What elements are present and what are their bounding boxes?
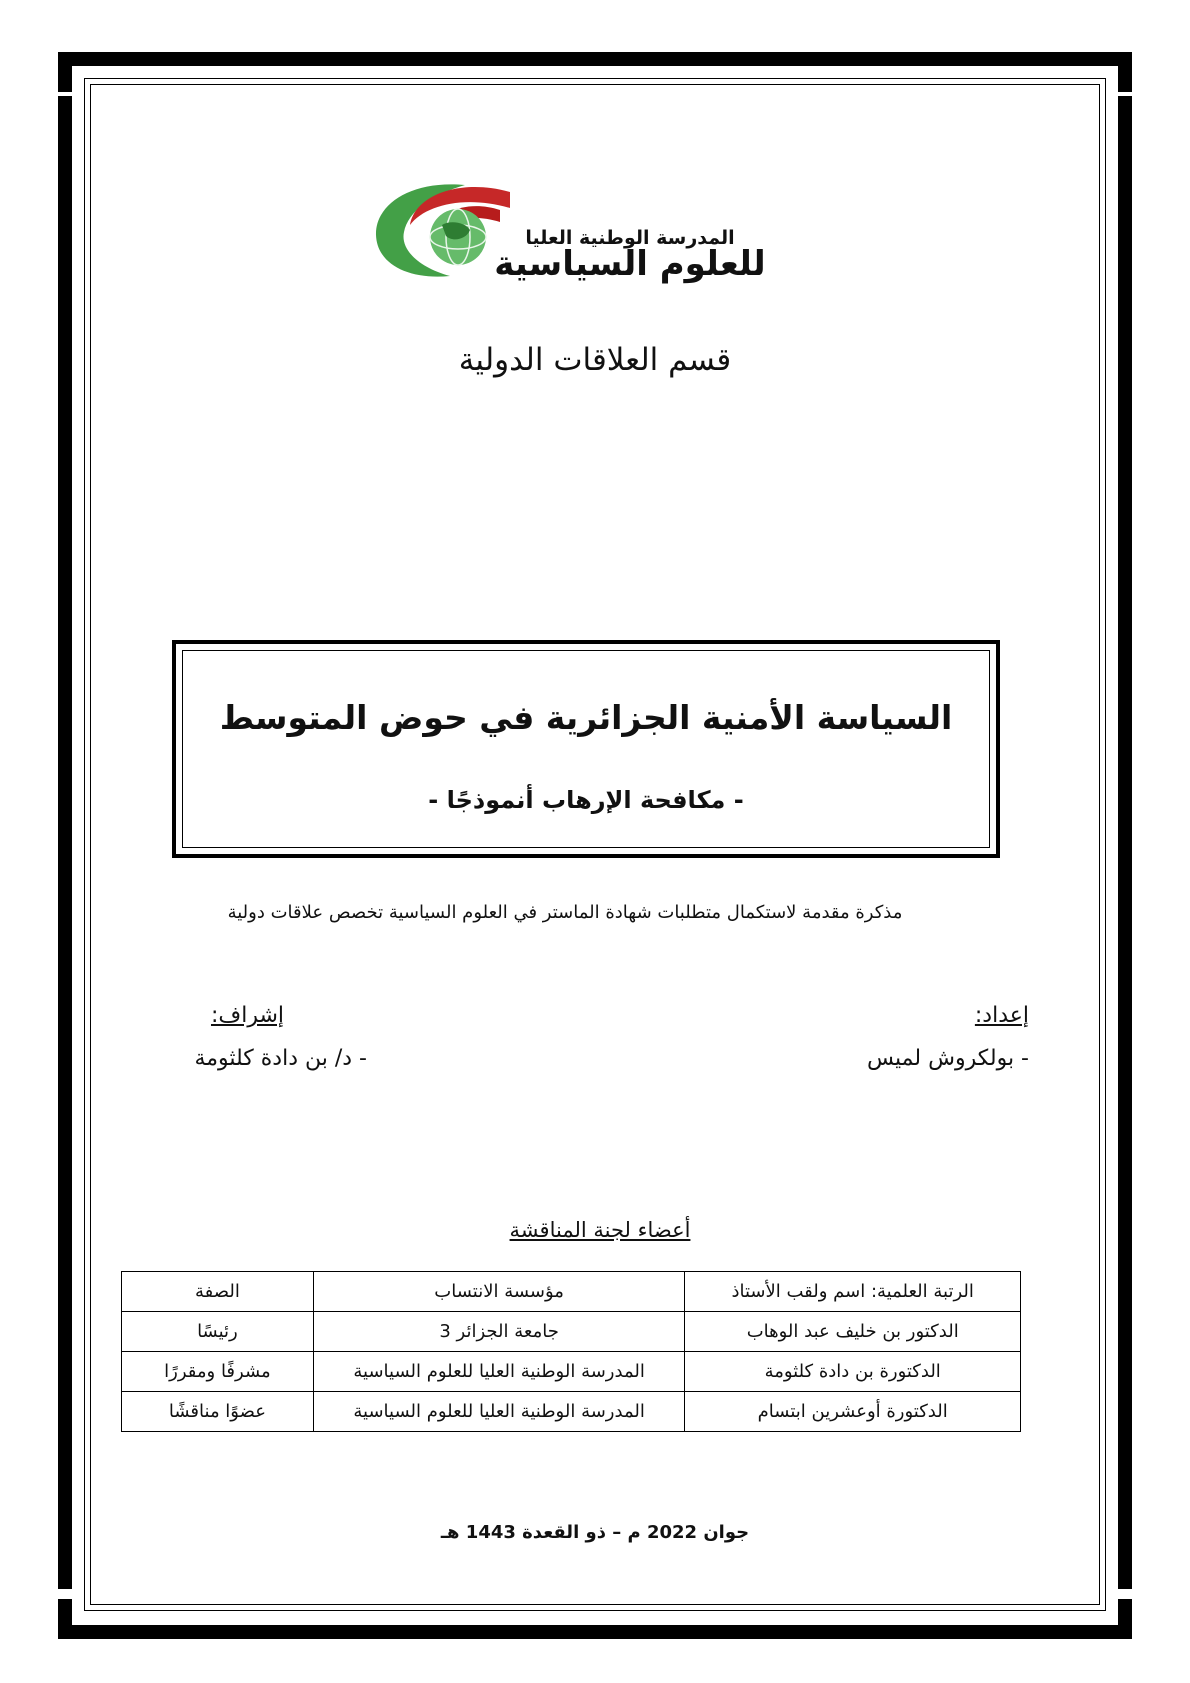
member-name: الدكتور بن خليف عبد الوهاب [685, 1312, 1021, 1352]
title-box-inner [182, 650, 990, 848]
border-bottom [98, 1625, 1092, 1639]
member-institution: جامعة الجزائر 3 [313, 1312, 685, 1352]
border-right [1118, 96, 1132, 1589]
header-institution: مؤسسة الانتساب [313, 1272, 685, 1312]
member-institution: المدرسة الوطنية العليا للعلوم السياسية [313, 1392, 685, 1432]
member-name: الدكتورة بن دادة كلثومة [685, 1352, 1021, 1392]
submission-date: جوان 2022 م – ذو القعدة 1443 هـ [440, 1522, 750, 1543]
table-header-row [122, 1272, 1021, 1312]
jury-table [121, 1271, 1021, 1432]
title-box [172, 640, 1000, 858]
table-row [122, 1312, 1021, 1352]
globe-icon [430, 209, 486, 265]
thesis-subtitle: - مكافحة الإرهاب أنموذجًا - [428, 786, 744, 814]
table-row [122, 1352, 1021, 1392]
logo-text-line2: للعلوم السياسية [494, 244, 766, 284]
member-role: مشرفًا ومقررًا [122, 1352, 314, 1392]
memo-statement: مذكرة مقدمة لاستكمال متطلبات شهادة الماستر في العلوم السياسية تخصص علاقات دولية [227, 902, 903, 923]
member-institution: المدرسة الوطنية العليا للعلوم السياسية [313, 1352, 685, 1392]
header-role: الصفة [122, 1272, 314, 1312]
department-name: قسم العلاقات الدولية [458, 342, 732, 378]
logo-text-line1: المدرسة الوطنية العليا [525, 227, 735, 249]
member-name: الدكتورة أوعشرين ابتسام [685, 1392, 1021, 1432]
thesis-title: السياسة الأمنية الجزائرية في حوض المتوسط [219, 698, 953, 737]
supervisor-name: - د/ بن دادة كلثومة [194, 1046, 367, 1071]
jury-title: أعضاء لجنة المناقشة [509, 1218, 691, 1242]
border-left [58, 96, 72, 1589]
header-name: الرتبة العلمية: اسم ولقب الأستاذ [685, 1272, 1021, 1312]
table-row [122, 1392, 1021, 1432]
student-name: - بولكروش لميس [867, 1046, 1029, 1071]
prepared-by-label: إعداد: [974, 1003, 1029, 1028]
supervised-by-label: إشراف: [210, 1003, 284, 1028]
border-top [98, 52, 1092, 66]
member-role: رئيسًا [122, 1312, 314, 1352]
member-role: عضوًا مناقشًا [122, 1392, 314, 1432]
